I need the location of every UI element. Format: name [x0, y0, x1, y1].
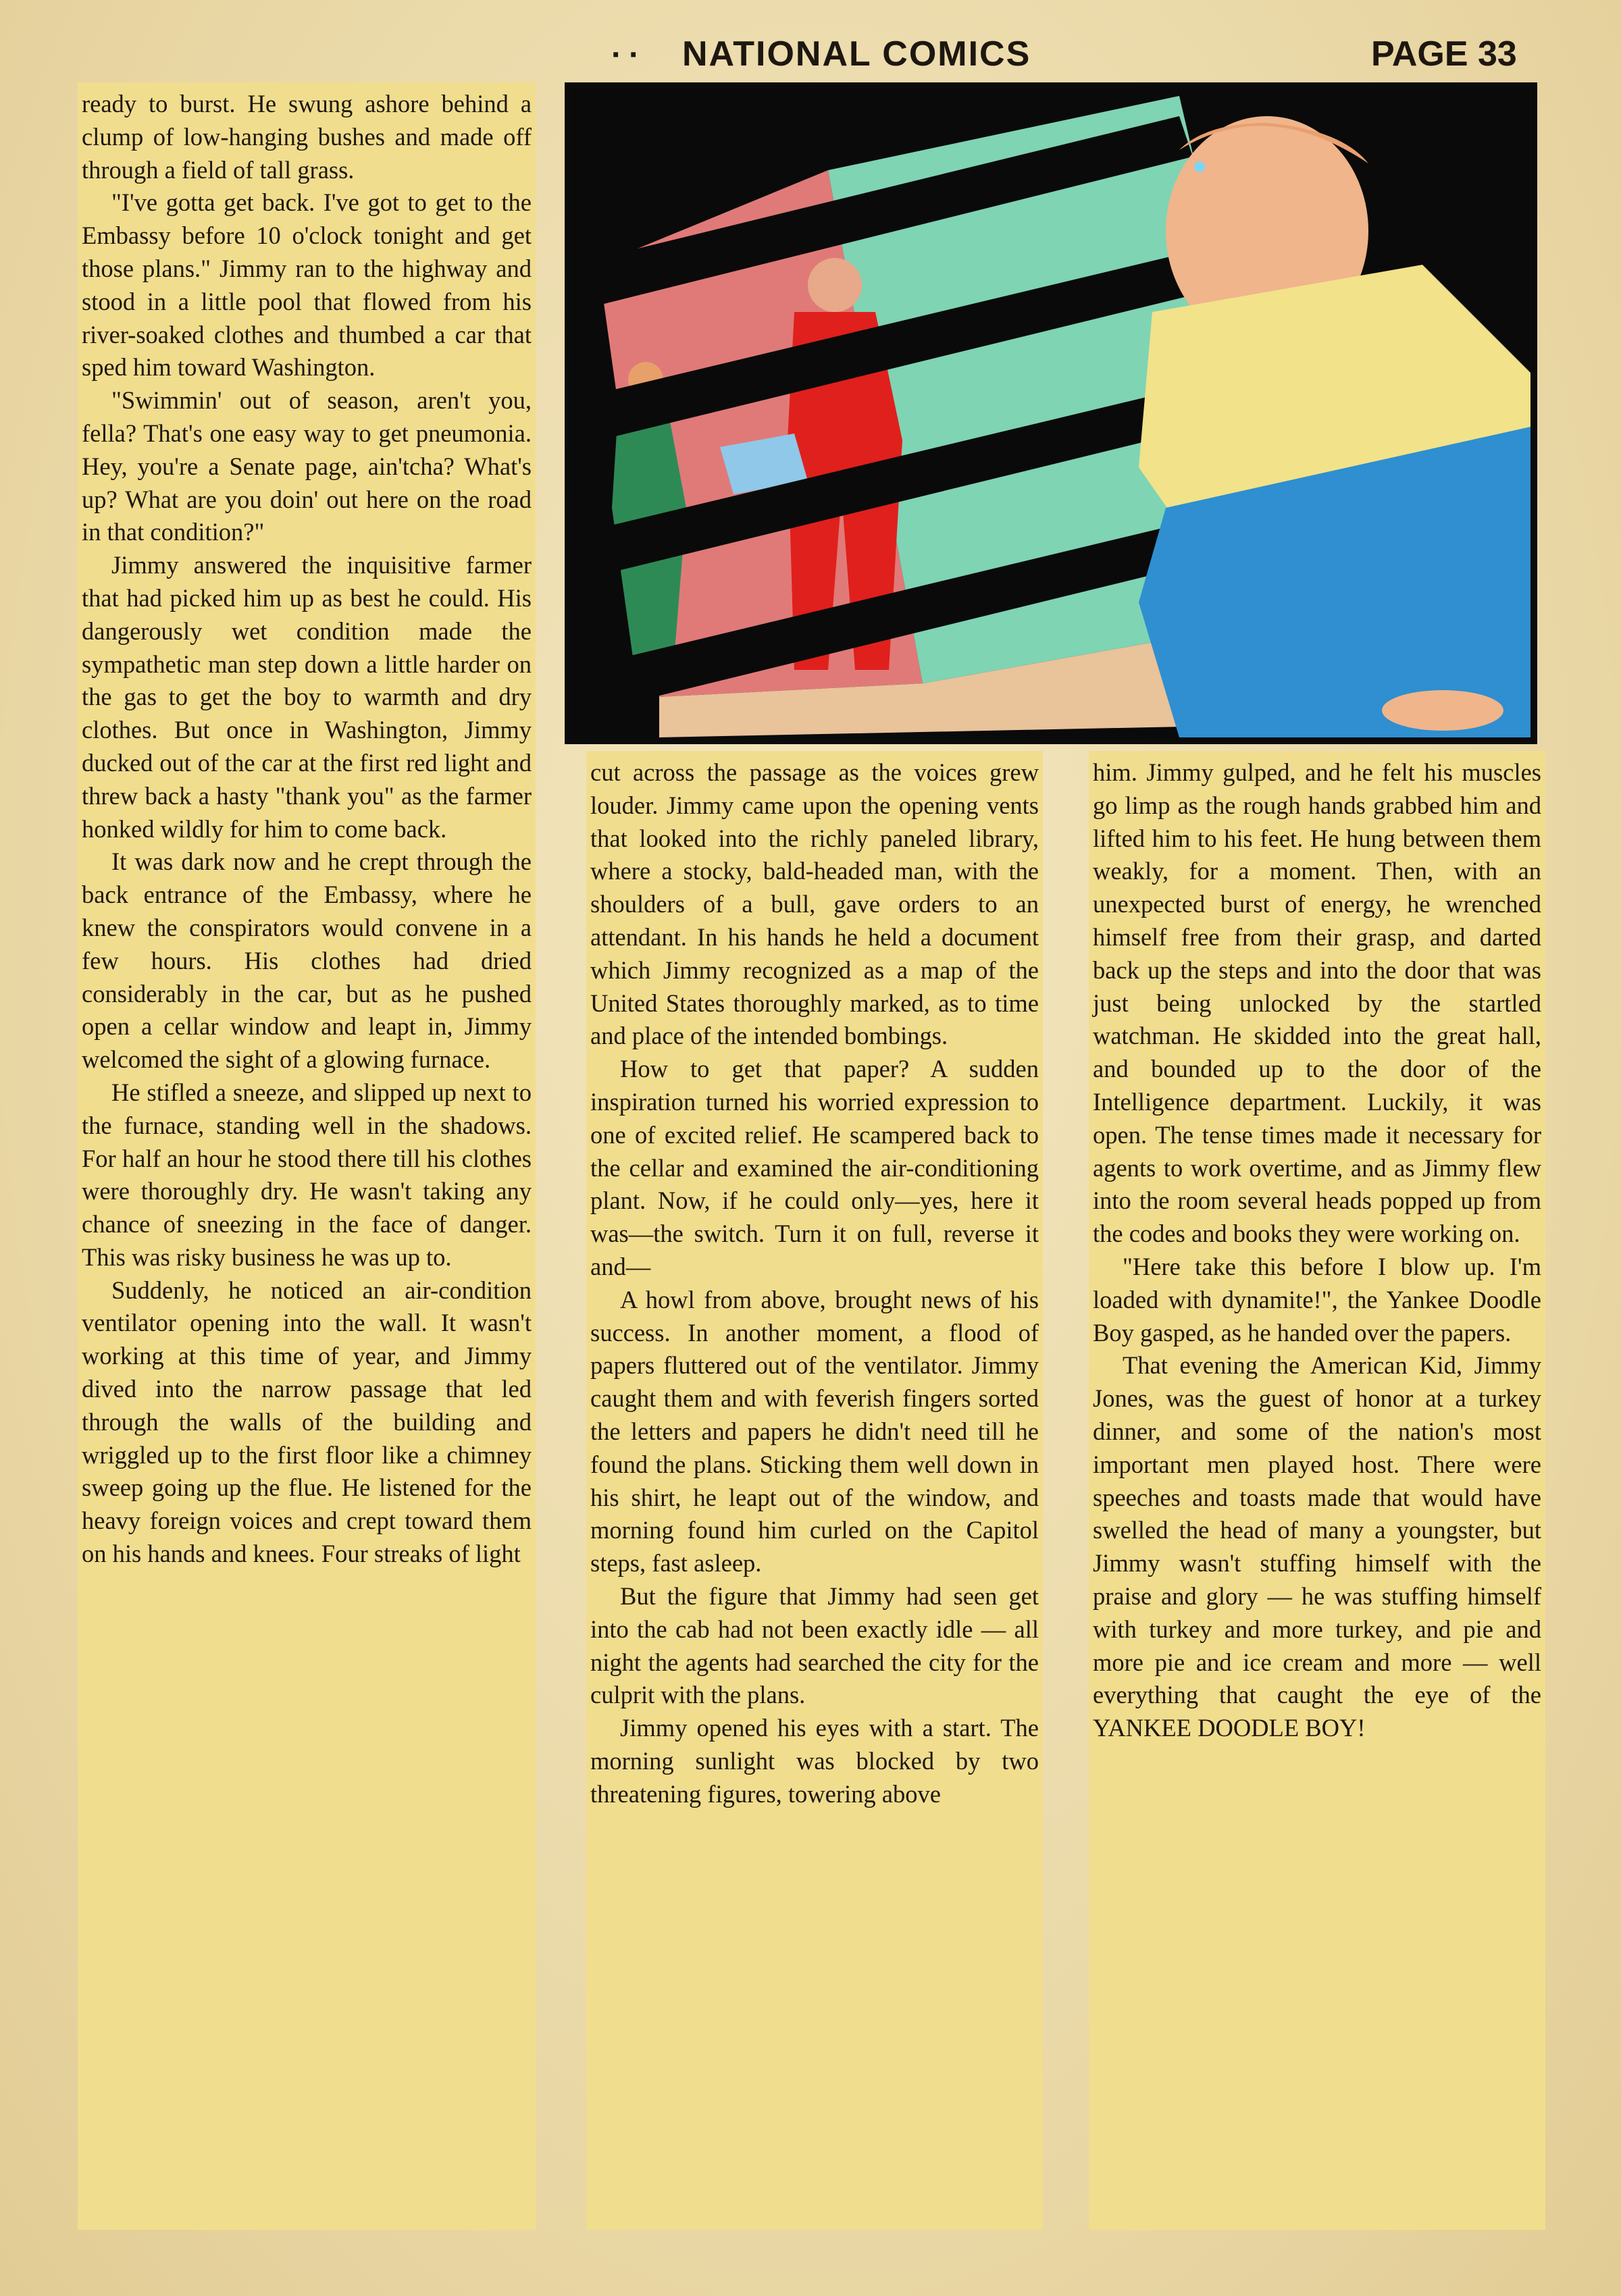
text-column-1 — [78, 82, 536, 2230]
paragraph: "Swimmin' out of season, aren't you, fella? That's one easy way to get pneumonia. Hey, you're a Senate page, ain'tcha? What's up? What are you doin' out here on the road in that condition?" — [82, 386, 532, 546]
paragraph: Suddenly, he noticed an air-condition ventilator opening into the wall. It wasn't working at this time of year, and Jimmy dived into the narrow passage that led through the walls of the building and wriggled up to the first floor like a chimney sweep going up the flue. He listened for the heavy foreign voices and crept toward them on his hands and knees. Four streaks of light — [82, 1276, 532, 1568]
paragraph: Jimmy answered the inquisitive farmer that had picked him up as best he could. His dangerously wet condition made the sympathetic man step down a little harder on the gas to get the boy to warmth and dry clothes. But once in Washington, Jimmy ducked out of the car at the first red light and threw back a hasty "thank you" as the farmer honked wildly for him to come back. — [82, 551, 532, 843]
text-column-2 — [586, 751, 1043, 2230]
paragraph: How to get that paper? A sudden inspiration turned his worried expression to one of excited relief. He scampered back to the cellar and examined the air-conditioning plant. Now, if he could only—yes, here it was—the switch. Turn it on full, reverse it and— — [590, 1055, 1039, 1280]
paragraph: That evening the American Kid, Jimmy Jones, was the guest of honor at a turkey dinner, and some of the nation's most important men played host. There were speeches and toasts made that would have swelled the head of many a youngster, but Jimmy wasn't stuffing himself with the praise and glory — he was stuffing himself with turkey and more turkey, and pie and more pie and ice cream and more — well everything that caught the eye of the YANKEE DOODLE BOY! — [1093, 1351, 1541, 1742]
paragraph: It was dark now and he crept through the back entrance of the Embassy, where he knew the conspirators would convene in a few hours. His clothes had dried considerably in the car, but as he pushed open a cellar window and leapt in, Jimmy welcomed the sight of a glowing furnace. — [82, 847, 532, 1074]
text-column-3 — [1089, 751, 1545, 2230]
paragraph: "Here take this before I blow up. I'm loaded with dynamite!", the Yankee Doodle Boy gasped, as he handed over the papers. — [1093, 1252, 1541, 1347]
page-number: PAGE 33 — [1371, 34, 1517, 74]
publication-title: NATIONAL COMICS — [682, 34, 1031, 74]
paragraph: A howl from above, brought news of his success. In another moment, a flood of papers fluttered out of the ventilator. Jimmy caught them and with feverish fingers sorted the letters and papers he didn't need till he found the plans. Sticking them well down in his shirt, he leapt out of the window, and morning found him curled on the Capitol steps, fast asleep. — [590, 1285, 1039, 1577]
comic-panel-illustration — [565, 82, 1537, 744]
page-header — [0, 27, 1621, 81]
paragraph: Jimmy opened his eyes with a start. The morning sunlight was blocked by two threatening figures, towering above — [590, 1714, 1039, 1808]
header-dots: ·· — [611, 37, 646, 73]
panel-artwork — [571, 89, 1530, 737]
paragraph: But the figure that Jimmy had seen get into the cab had not been exactly idle — all night the agents had searched the city for the culprit with the plans. — [590, 1582, 1039, 1709]
paragraph: "I've gotta get back. I've got to get to the Embassy before 10 o'clock tonight and get those plans." Jimmy ran to the highway and stood in a little pool that flowed from his river-soaked clothes and thumbed a car that sped him toward Washington. — [82, 188, 532, 382]
paragraph: ready to burst. He swung ashore behind a clump of low-hanging bushes and made off through a field of tall grass. — [82, 90, 532, 184]
paragraph: cut across the passage as the voices grew louder. Jimmy came upon the opening vents that looked into the richly paneled library, where a stocky, bald-headed man, with the shoulders of a bull, gave orders to an attendant. In his hands he held a document which Jimmy recognized as a map of the United States thoroughly marked, as to time and place of the intended bombings. — [590, 758, 1039, 1050]
paragraph: He stifled a sneeze, and slipped up next to the furnace, standing well in the shadows. For half an hour he stood there till his clothes were thoroughly dry. He wasn't taking any chance of sneezing in the face of danger. This was risky business he was up to. — [82, 1078, 532, 1271]
paragraph: him. Jimmy gulped, and he felt his muscles go limp as the rough hands grabbed him and lifted him to his feet. He hung between them weakly, for a moment. Then, with an unexpected burst of energy, he wrenched himself free from their grasp, and darted back up the steps and into the door that was just being unlocked by the startled watchman. He skidded into the great hall, and bounded up to the door of the Intelligence department. Luckily, it was open. The tense times made it necessary for agents to work overtime, and as Jimmy flew into the room several heads popped up from the codes and books they were working on. — [1093, 758, 1541, 1248]
